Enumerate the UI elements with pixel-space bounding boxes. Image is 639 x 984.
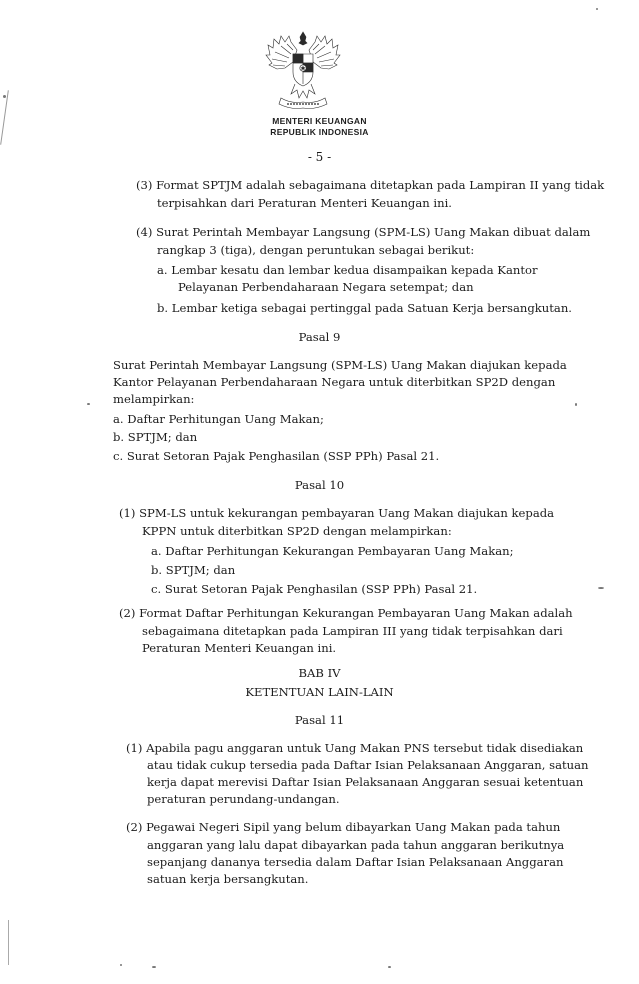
ministry-name: MENTERI KEUANGAN: [272, 116, 367, 126]
item-4b: b. Lembar ketiga sebagai pertinggal pada Satuan Kerja bersangkutan.: [157, 301, 572, 315]
item-4a-line-2: Pelayanan Perbendaharaan Negara setempat; dan: [178, 280, 474, 294]
pasal-10-item-2-line-1: (2) Format Daftar Perhitungan Kekurangan Pembayaran Uang Makan adalah: [119, 606, 573, 620]
page-number: - 5 -: [307, 150, 332, 164]
pasal-10-item-1-b: b. SPTJM; dan: [151, 563, 236, 577]
item-3-line-1: (3) Format SPTJM adalah sebagaimana ditetapkan pada Lampiran II yang tidak: [136, 178, 605, 192]
item-3-line-2: terpisahkan dari Peraturan Menteri Keuangan ini.: [157, 196, 452, 210]
pasal-11-item-2-line-2: anggaran yang lalu dapat dibayarkan pada tahun anggaran berikutnya: [147, 838, 565, 852]
pasal-11-item-2-line-3: sepanjang dananya tersedia dalam Daftar Isian Pelaksanaan Anggaran: [147, 855, 564, 869]
pasal-11-item-1-line-1: (1) Apabila pagu anggaran untuk Uang Makan PNS tersebut tidak disediakan: [126, 741, 584, 755]
scan-speck: [575, 403, 577, 406]
pasal-10-item-1-line-1: (1) SPM-LS untuk kekurangan pembayaran Uang Makan diajukan kepada: [119, 506, 555, 520]
pasal-11-item-1-line-3: kerja dapat merevisi Daftar Isian Pelaksanaan Anggaran sesuai ketentuan: [147, 775, 584, 789]
pasal-9-line-2: Kantor Pelayanan Perbendaharaan Negara untuk diterbitkan SP2D dengan: [113, 375, 556, 389]
pasal-9-item-a: a. Daftar Perhitungan Uang Makan;: [113, 412, 324, 426]
scan-speck: [598, 587, 604, 589]
pasal-9-item-c: c. Surat Setoran Pajak Penghasilan (SSP PPh) Pasal 21.: [113, 449, 440, 463]
scan-speck: [3, 95, 6, 98]
pasal-9-line-1: Surat Perintah Membayar Langsung (SPM-LS) Uang Makan diajukan kepada: [113, 358, 567, 372]
scan-speck: [152, 966, 156, 968]
item-4-line-1: (4) Surat Perintah Membayar Langsung (SPM-LS) Uang Makan dibuat dalam: [136, 225, 591, 239]
scan-speck: [596, 8, 598, 10]
garuda-emblem-icon: [263, 28, 343, 110]
pasal-11-item-1-line-2: atau tidak cukup tersedia pada Daftar Isian Pelaksanaan Anggaran, satuan: [147, 758, 589, 772]
item-4a-line-1: a. Lembar kesatu dan lembar kedua disampaikan kepada Kantor: [157, 263, 538, 277]
scan-margin-line: [8, 920, 9, 965]
pasal-10-title: Pasal 10: [294, 478, 345, 492]
bab-4-subtitle: KETENTUAN LAIN-LAIN: [245, 685, 394, 699]
pasal-10-item-2-line-2: sebagaimana ditetapkan pada Lampiran III yang tidak terpisahkan dari: [142, 624, 563, 638]
pasal-11-item-2-line-4: satuan kerja bersangkutan.: [147, 872, 309, 886]
item-4-line-2: rangkap 3 (tiga), dengan peruntukan sebagai berikut:: [157, 243, 475, 257]
pasal-10-item-1-a: a. Daftar Perhitungan Kekurangan Pembayaran Uang Makan;: [151, 544, 514, 558]
pasal-9-title: Pasal 9: [298, 330, 341, 344]
scan-speck: [120, 964, 122, 966]
pasal-11-title: Pasal 11: [294, 713, 345, 727]
scan-speck: [388, 966, 391, 968]
pasal-10-item-1-line-2: KPPN untuk diterbitkan SP2D dengan melampirkan:: [142, 524, 452, 538]
pasal-9-item-b: b. SPTJM; dan: [113, 430, 198, 444]
pasal-10-item-1-c: c. Surat Setoran Pajak Penghasilan (SSP PPh) Pasal 21.: [151, 582, 478, 596]
pasal-9-line-3: melampirkan:: [113, 392, 195, 406]
scan-speck: [87, 403, 90, 405]
country-name: REPUBLIK INDONESIA: [270, 127, 369, 137]
pasal-11-item-2-line-1: (2) Pegawai Negeri Sipil yang belum dibayarkan Uang Makan pada tahun: [126, 820, 561, 834]
bab-4-title: BAB IV: [298, 666, 341, 680]
pasal-10-item-2-line-3: Peraturan Menteri Keuangan ini.: [142, 641, 337, 655]
pasal-11-item-1-line-4: peraturan perundang-undangan.: [147, 792, 340, 806]
